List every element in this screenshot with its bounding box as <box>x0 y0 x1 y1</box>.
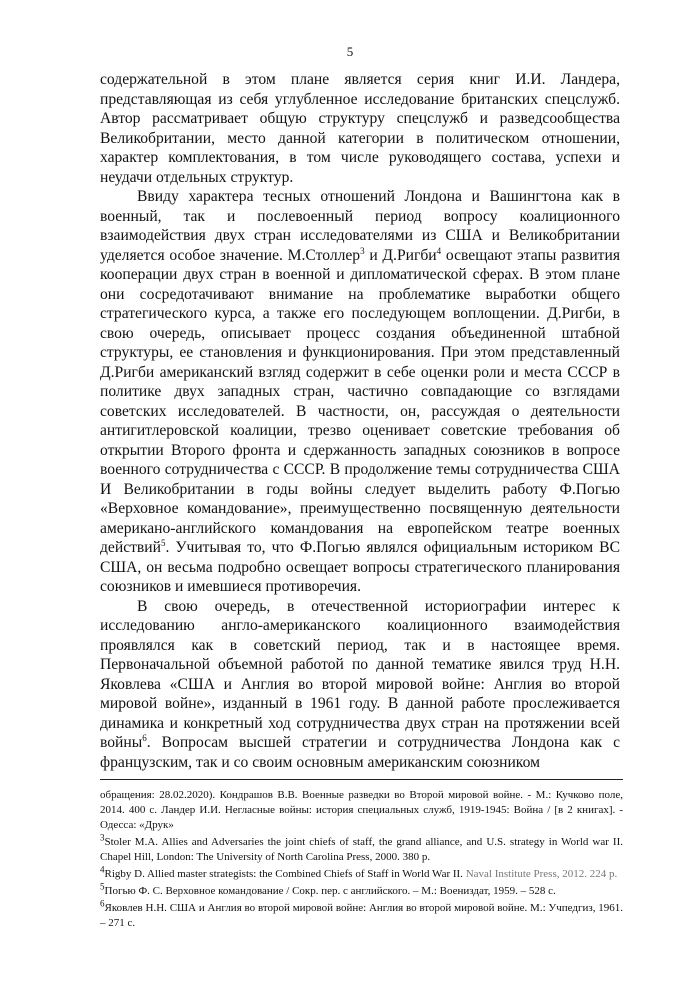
footnote-3-text: Stoler M.A. Allies and Adversaries the joint chiefs of staff, the grand alliance, and U.S. strategy in World war II. Chapel Hill, London: The University of North Carolina Press, 2000. 380 p. <box>100 836 623 863</box>
footnote-3-mark: 3 <box>100 832 105 843</box>
footnote-4-mark: 4 <box>100 864 105 875</box>
footnote-4-text: Rigby D. Allied master strategists: the Combined Chiefs of Staff in World War II. <box>104 868 466 880</box>
paragraph-3-part-2: . Вопросам высшей стратегии и сотрудничества Лондона как с французским, так и со своим основным американским союзником <box>100 734 620 771</box>
footnote-5-text: Погью Ф. С. Верховное командование / Сокр. пер. с английского. – М.: Воениздат, 1959. – 528 с. <box>104 885 556 897</box>
paragraph-1 <box>100 70 620 187</box>
footnote-continued <box>100 788 623 833</box>
paragraph-2-part-1: Ввиду характера тесных отношений Лондона и Вашингтона как в военный, так и послевоенный период вопросу коалиционного взаимодействия двух стран исследователями из США и Великобритании уделяется особое значение. М.Столлер <box>100 188 620 264</box>
footnote-6-mark: 6 <box>100 898 105 909</box>
paragraph-3 <box>100 597 620 773</box>
paragraph-2 <box>100 187 620 597</box>
main-text <box>100 70 620 772</box>
footnote-5 <box>100 881 623 899</box>
page-number: 5 <box>346 44 354 59</box>
footnote-4 <box>100 864 623 882</box>
footnote-continued-text: обращения: 28.02.2020). Кондрашов В.В. Военные разведки во Второй мировой войне. - М.: Кучково поле, 2014. 400 с. Ландер И.И. Негласные войны: история специальных служб, 1919-1945: Война / <box>100 789 623 816</box>
footnote-ref-5[interactable]: 5 <box>161 537 166 548</box>
footnote-ref-4[interactable]: 4 <box>436 245 442 256</box>
paragraph-2-part-3: освещают этапы развития кооперации двух стран в военной и дипломатической сферах. В этом плане они сосредотачивают внимание на проблематике выработки общего стратегического курса, а также его последующем воплощении. Д.Ригби, в свою очередь, описывает процесс создания объединенной штабной структуры, ее становления и функционирования. При этом представленный Д.Ригби американский взгляд содержит в себе оценки роли и места СССР в политике двух западных стран, частично совпадающие со взглядами советских исследователей. В частности, он, рассуждая о деятельности антигитлеровской коалиции, трезво оценивает советские требования об открытии Второго фронта и сдержанность западных союзников в вопросе военного сотрудничества с СССР. В продолжение темы сотрудничества США И Великобритании в годы войны следует выделить работу Ф.Погью «Верховное командование», преимущественно посвященную деятельности американо-английского командования на европейском театре военных действий <box>100 246 620 556</box>
paragraph-2-part-4: . Учитывая то, что Ф.Погью являлся официальным историком ВС США, он весьма подробно освещает вопросы стратегического планирования союзников и имевшиеся противоречия. <box>100 539 620 595</box>
paragraph-1-text: содержательной в этом плане является серия книг И.И. Ландера, представляющая из себя углубленное исследование британских спецслужб. Автор рассматривает общую структуру спецслужб и разведсообщества Великобритании, место данной категории в политическом отношении, характер комплектования, в том числе руководящего состава, успехи и неудачи отдельных структур. <box>100 71 620 186</box>
footnotes <box>100 788 623 933</box>
footnote-6-text: Яковлев Н.Н. США и Англия во второй мировой войне: Англия во второй мировой войне. М.: Учпедгиз, 1961. – 271 с. <box>100 902 623 929</box>
footnote-ref-3[interactable]: 3 <box>360 245 365 256</box>
footnote-5-mark: 5 <box>100 881 105 892</box>
footnote-4-publisher: Naval Institute Press, 2012. 224 p. <box>465 868 618 880</box>
footnote-divider <box>100 779 623 780</box>
footnote-continued-bold: [в 2 книгах]. - Одесса: «Друк» <box>100 804 623 831</box>
footnote-ref-6[interactable]: 6 <box>142 732 147 743</box>
paragraph-2-part-2: и Д.Ригби <box>364 246 437 264</box>
footnote-6 <box>100 898 623 931</box>
footnote-3 <box>100 832 623 865</box>
paragraph-3-part-1: В свою очередь, в отечественной историографии интерес к исследованию англо-американского коалиционного взаимодействия проявлялся как в советский период, так и в настоящее время. Первоначальной объемной работой по данной тематике явился труд Н.Н. Яковлева «США и Англия во второй мировой войне: Англия во второй мировой войне», изданный в 1961 году. В данной работе прослеживается динамика и конкретный ход сотрудничества двух стран на протяжении всей войны <box>100 597 620 751</box>
